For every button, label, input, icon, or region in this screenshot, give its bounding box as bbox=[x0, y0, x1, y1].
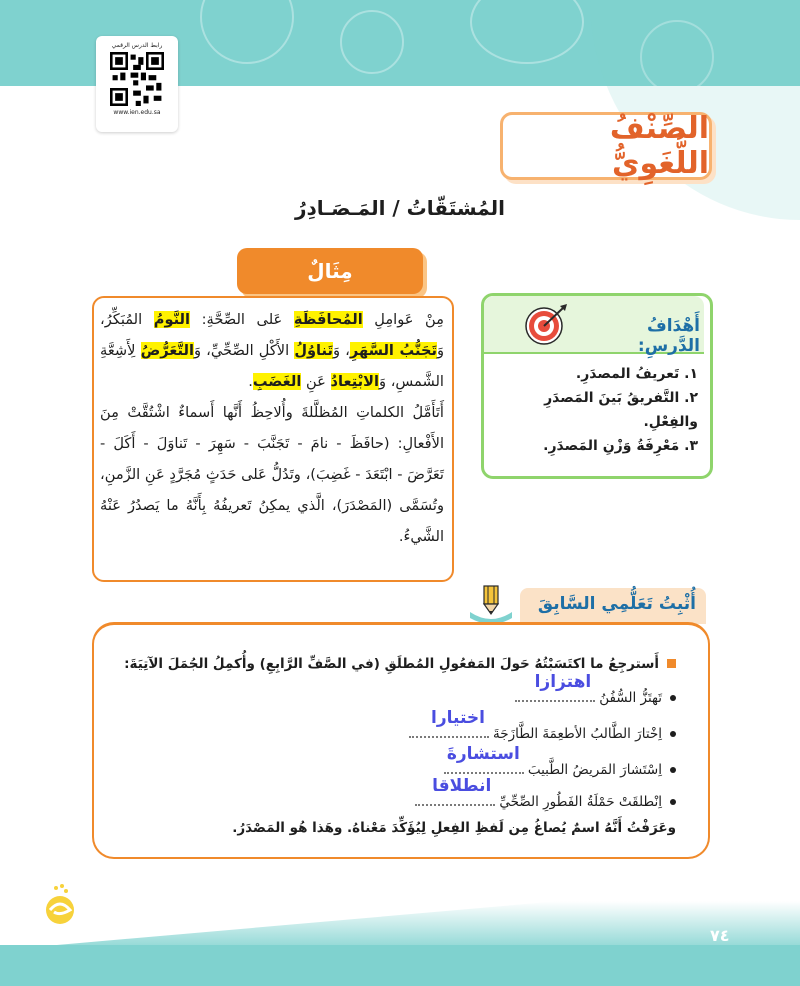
exercise-sentence: تَهتَزُّ السُّفُنُ bbox=[599, 690, 662, 706]
goal-item: ٢. التَّفريقُ بَينَ المَصدَرِ والفِعْلِ. bbox=[544, 390, 698, 430]
section-title: أُثْبِتُ تَعَلُّمِي السَّابِقَ bbox=[537, 594, 696, 614]
lesson-subtitle: المُشتَقّاتُ / المَـصَـادِرُ bbox=[295, 196, 505, 220]
exercise-item bbox=[220, 708, 676, 742]
exercise-sentence: اِنْطلقَتْ حَمْلَةُ الفَطُورِ الصِّحِّيِّ bbox=[499, 794, 662, 810]
highlighted-word: الابْتِعادُ bbox=[330, 373, 380, 390]
lesson-goals-title: أَهْدَافُ الدَّرسِ: bbox=[637, 316, 700, 356]
corner-decoration bbox=[590, 0, 800, 220]
text-run: مِنْ عَوامِلِ bbox=[362, 311, 444, 328]
banner-pattern-shape bbox=[340, 10, 404, 74]
bottom-wave bbox=[0, 880, 800, 950]
page-number: ٧٤ bbox=[710, 926, 730, 945]
lesson-title-box bbox=[500, 112, 712, 180]
handwritten-answer: انطلاقا bbox=[432, 776, 492, 796]
exercise-item bbox=[220, 776, 676, 810]
exercise-item bbox=[220, 672, 676, 706]
text-run: الأَكْلِ الصِّحِّيِّ، وَ bbox=[193, 342, 295, 359]
highlighted-word: الغَضَبِ bbox=[252, 373, 302, 390]
text-run: لِأَشِعَّةِ الشَّمسِ، وَ bbox=[100, 342, 444, 390]
goal-item: ١. تَعريفُ المصدَرِ. bbox=[575, 366, 698, 382]
text-run: عَنِ bbox=[301, 373, 331, 390]
exercise-sentence: اِسْتَشارَ المَريضُ الطَّبيبَ bbox=[527, 762, 662, 778]
text-run: عَلى الصِّحَّةِ: bbox=[190, 311, 294, 328]
handwritten-answer: استشارةَ bbox=[446, 744, 520, 764]
bullet-icon bbox=[670, 731, 676, 737]
example-paragraph-2: أَتَأَمَّلُ الكلماتِ المُظلَّلةَ وأُلاحِظُ أَنَّها أَسماءٌ اشْتُقَّتْ مِنَ الأَفْعالِ: (حافَظَ - نامَ - تَجَنَّبَ - سَهِرَ - تَناوَلَ - أَكَلَ - تَعَرَّضَ - ابْتَعَدَ - غَضِبَ)، وتَدُلُّ عَلى حَدَثٍ مُجَرَّدٍ عَنِ الزَّمنِ، وتُسَمَّى (المَصْدَرَ)، الَّذي يمكِنُ تَعريفُهُ بِأَنَّهُ ما يَصدُرُ عَنْهُ الشَّيءُ. bbox=[100, 404, 444, 545]
qr-label: رابط الدرس الرقمي bbox=[111, 42, 163, 49]
bullet-icon bbox=[670, 767, 676, 773]
highlighted-word: تَناوُلُ bbox=[294, 342, 333, 359]
bottom-banner bbox=[0, 945, 800, 986]
handwritten-answer: اختيارا bbox=[431, 708, 485, 728]
qr-url[interactable]: www.ien.edu.sa bbox=[113, 109, 161, 116]
qr-card[interactable] bbox=[96, 36, 178, 132]
answer-blank[interactable] bbox=[409, 708, 489, 738]
example-text bbox=[100, 304, 444, 552]
exercise-conclusion: وعَرَفْتُ أَنَّهُ اسمٌ يُصاغُ مِن لَفظِ الفِعلِ لِيُؤَكِّدَ مَعْناهُ. وهَذا هُو المَصْدَرُ. bbox=[232, 820, 676, 836]
exercise-sentence: اِخْتارَ الطَّالبُ الأطعِمَةَ الطَّازَجَةَ bbox=[492, 726, 662, 742]
text-run: . bbox=[248, 373, 253, 390]
handwritten-answer: اهتزازا bbox=[534, 672, 592, 692]
exercise-instruction-text: أَسترجِعُ ما اكتَسَبْتُهُ حَولَ المَفعُولِ المُطلَقِ (في الصَّفِّ الرَّابِعِ) وأُكمِلُ الجُمَلَ الآتِيَةَ: bbox=[124, 656, 659, 672]
answer-blank[interactable] bbox=[444, 744, 524, 774]
highlighted-word: المُحافَظَةِ bbox=[293, 311, 363, 328]
qr-code-icon[interactable] bbox=[110, 52, 164, 106]
exercise-instruction bbox=[120, 656, 676, 672]
text-run: المُبَكِّرُ، وَ bbox=[100, 311, 444, 359]
answer-blank[interactable] bbox=[515, 672, 595, 702]
banner-pattern-shape bbox=[200, 0, 294, 64]
highlighted-word: التَّعَرُّضُ bbox=[140, 342, 194, 359]
answer-blank[interactable] bbox=[415, 776, 495, 806]
banner-pattern-shape bbox=[470, 0, 584, 64]
lesson-goals-list bbox=[490, 362, 698, 458]
lesson-title: الصِّنْفُ اللُّغَوِيُّ bbox=[609, 111, 709, 181]
highlighted-word: تَجَنُّبُ السَّهَرِ bbox=[349, 342, 437, 359]
example-tab bbox=[237, 248, 423, 294]
ien-logo-icon bbox=[40, 880, 80, 930]
highlighted-word: النَّومُ bbox=[153, 311, 191, 328]
example-tab-label: مِثَالٌ bbox=[307, 259, 353, 283]
orange-bullet-icon bbox=[667, 659, 676, 668]
goal-item: ٣. مَعْرِفَةُ وَزْنِ المَصدَرِ. bbox=[543, 438, 698, 454]
target-icon bbox=[523, 302, 569, 346]
bullet-icon bbox=[670, 799, 676, 805]
example-paragraph-1 bbox=[100, 304, 444, 397]
pencil-icon bbox=[466, 582, 516, 624]
text-run: ، وَ bbox=[332, 342, 350, 359]
bullet-icon bbox=[670, 695, 676, 701]
